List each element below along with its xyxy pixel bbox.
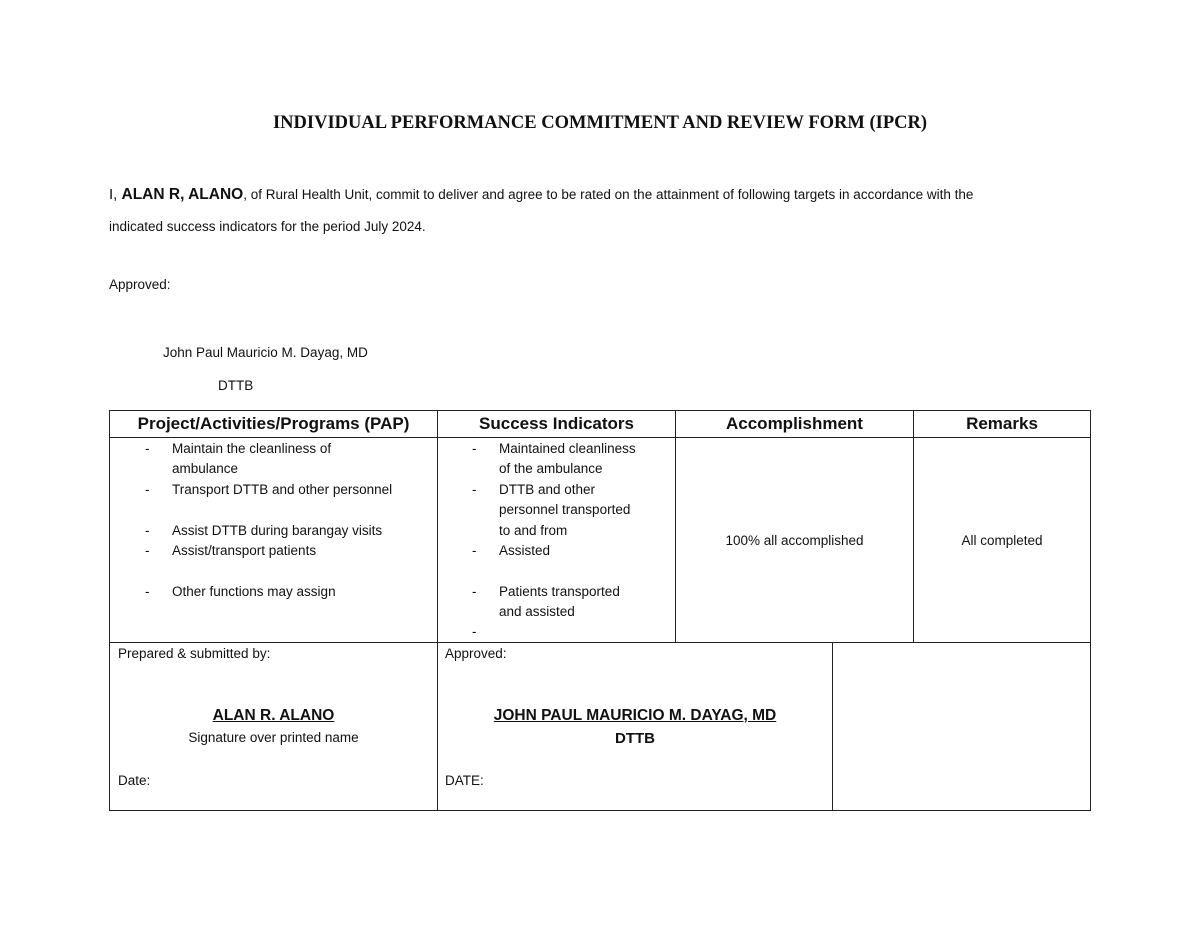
prepared-name: ALAN R. ALANO xyxy=(212,707,335,724)
table-border xyxy=(109,437,1091,438)
indicator-item: Assisted xyxy=(499,543,551,558)
approved-date-label: DATE: xyxy=(445,773,484,788)
bullet: - xyxy=(472,543,477,558)
prepared-date-label: Date: xyxy=(118,773,151,788)
bullet: - xyxy=(145,441,150,456)
table-border xyxy=(109,410,110,811)
approver-title: DTTB xyxy=(218,378,254,393)
table-border xyxy=(675,410,676,642)
bullet: - xyxy=(145,482,150,497)
approved-sig-name: JOHN PAUL MAURICIO M. DAYAG, MD xyxy=(493,707,777,724)
employee-name: ALAN R, ALANO xyxy=(121,186,244,203)
indicator-item: and assisted xyxy=(499,604,575,619)
approved-sig-title: DTTB xyxy=(615,730,655,747)
signature-caption: Signature over printed name xyxy=(188,730,359,745)
pap-item: Maintain the cleanliness of xyxy=(172,441,332,456)
approver-name: John Paul Mauricio M. Dayag, MD xyxy=(163,345,368,360)
bullet: - xyxy=(145,584,150,599)
approved-sig-label: Approved: xyxy=(445,646,507,661)
bullet: - xyxy=(145,543,150,558)
page-title: INDIVIDUAL PERFORMANCE COMMITMENT AND REVIEW FORM (IPCR) xyxy=(272,113,927,133)
indicator-item: Maintained cleanliness xyxy=(499,441,636,456)
header-remarks: Remarks xyxy=(966,414,1038,433)
indicator-item: to and from xyxy=(499,523,568,538)
intro-line-2: indicated success indicators for the period July 2024. xyxy=(109,219,426,234)
bullet: - xyxy=(145,523,150,538)
pap-item: Assist DTTB during barangay visits xyxy=(172,523,383,538)
comma: , xyxy=(243,187,247,202)
indicator-item: Patients transported xyxy=(499,584,620,599)
table-border xyxy=(109,410,1091,411)
header-success-indicators: Success Indicators xyxy=(479,414,634,433)
bullet: - xyxy=(472,482,477,497)
table-border xyxy=(1090,410,1091,811)
header-pap: Project/Activities/Programs (PAP) xyxy=(137,414,410,433)
table-border xyxy=(832,642,833,810)
intro-prefix: I, xyxy=(109,186,122,203)
table-border xyxy=(109,642,1091,643)
intro-line-1 xyxy=(109,187,973,203)
bullet: - xyxy=(472,624,477,639)
header-accomplishment: Accomplishment xyxy=(726,414,863,433)
bullet: - xyxy=(472,584,477,599)
indicator-item: DTTB and other xyxy=(499,482,596,497)
table-border xyxy=(913,410,914,642)
indicator-item: of the ambulance xyxy=(499,461,603,476)
intro-text: of Rural Health Unit, commit to deliver and agree to be rated on the attainment of following targets in accordance with the xyxy=(246,187,974,202)
indicator-item: personnel transported xyxy=(499,502,631,517)
approved-label: Approved: xyxy=(109,277,171,292)
accomplishment-value: 100% all accomplished xyxy=(725,533,864,548)
pap-item: Assist/transport patients xyxy=(172,543,317,558)
table-border xyxy=(109,810,1091,811)
pap-item: Transport DTTB and other personnel xyxy=(172,482,393,497)
remarks-value: All completed xyxy=(961,533,1043,548)
pap-item: Other functions may assign xyxy=(172,584,336,599)
pap-item: ambulance xyxy=(172,461,239,476)
table-border xyxy=(437,410,438,811)
bullet: - xyxy=(472,441,477,456)
prepared-label: Prepared & submitted by: xyxy=(118,646,271,661)
